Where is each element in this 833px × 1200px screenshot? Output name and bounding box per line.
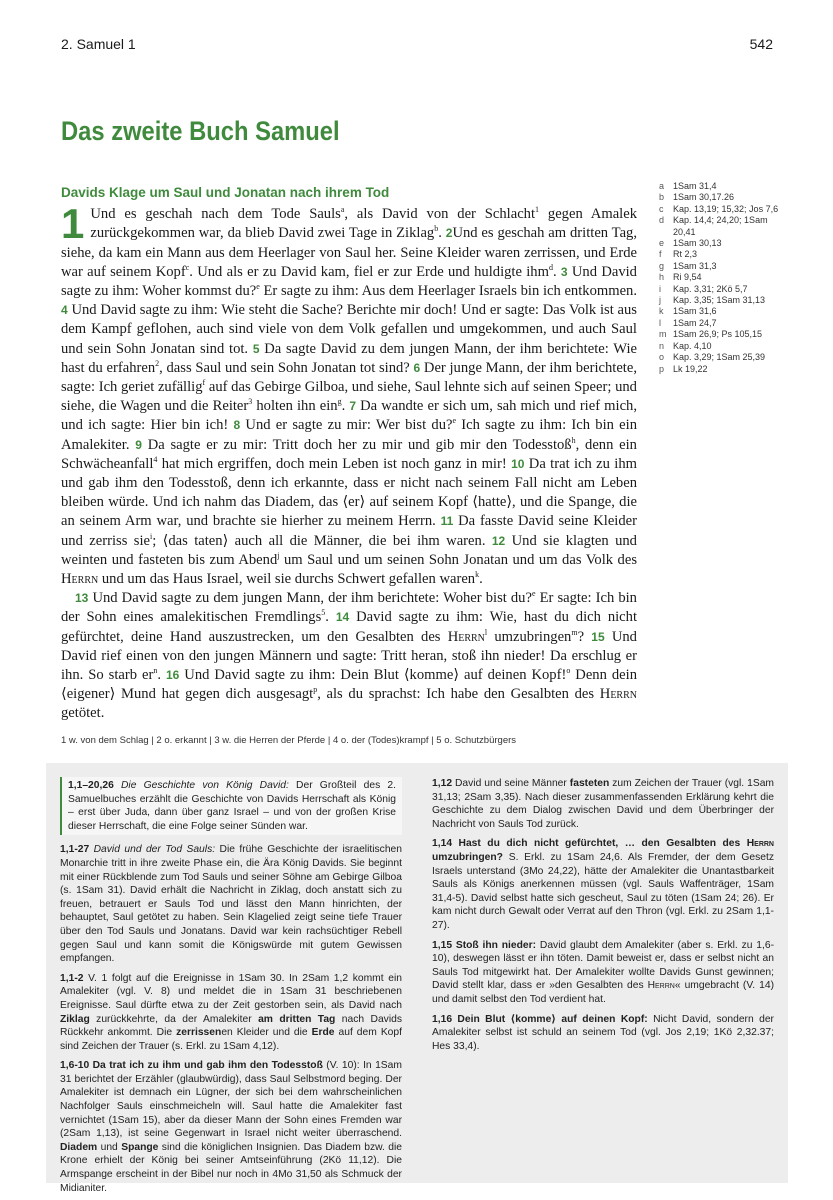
verse-number: 3 bbox=[560, 264, 568, 279]
cross-reference-letter: g bbox=[659, 260, 665, 271]
commentary-entry: 1,14 Hast du dich nicht gefürchtet, … den Gesalbten des Herrn umzubringen? S. Erkl. zu 1Sam 24,6. Als Fremder, der dem Gesetz Israels unterstand (3Mo 24,22), hätte der Amalekiter die Unantastbarkeit Sauls als Königs anerkennen müssen (vgl. Sauls Waffenträger, 1Sam 31,4-5). David selbst hatte sich gescheut, Saul zu töten (1Sam 24; 26). Er kam nicht durch Gewalt oder Verrat auf den Thron (vgl. Erkl. zu 2Sam 1,1-27). bbox=[432, 838, 774, 931]
cross-reference-text: Kap. 13,19; 15,32; Jos 7,6 bbox=[673, 203, 779, 214]
cross-reference-item bbox=[659, 352, 789, 363]
cross-reference-letter: m bbox=[659, 329, 667, 340]
commentary-entry: 1,1-27 David und der Tod Sauls: Die frühe Geschichte der israelitischen Monarchie tritt in ihre zweite Phase ein, die Ära König Davids. Sie beginnt mit einer Rückblende zum Tod Sauls und seiner Söhne am Gebirge Gilboa (s. 1Sam 31). David erhält die Nachricht in Ziklag, doch anstatt sich zu freuen, betrauert er Sauls Tod und lässt den Mann hinrichten, der behauptet, Saul getötet zu haben. Sein Klagelied zeigt seine tiefe Trauer über den Tod Sauls und Jonatans. David war kein rachsüchtiger Rebell gegen Saul und kann somit die Königswürde mit gutem Gewissen empfangen. bbox=[60, 844, 402, 965]
cross-reference-item bbox=[659, 306, 789, 317]
cross-reference-item bbox=[659, 272, 789, 283]
verse-number: 9 bbox=[135, 437, 142, 452]
cross-reference-item bbox=[659, 261, 789, 272]
commentary-ref: 1,1–20,26 bbox=[68, 780, 114, 791]
commentary-column-left bbox=[60, 777, 402, 1194]
cross-reference-text: Rt 2,3 bbox=[673, 249, 698, 260]
commentary-entry: 1,1-2 V. 1 folgt auf die Ereignisse in 1Sam 30. In 2Sam 1,2 kommt ein Amalekiter (vgl. V. 8) und meldet die in 1Sam 31 beschriebenen Ereignisse. Saul dürfte etwa zu der Zeit gestorben sein, als David nach Ziklag zurückkehrte, da der Amalekiter am dritten Tag nach Davids Rückkehr ankommt. Die zerrissenen Kleider und die Erde auf dem Kopf sind Zeichen der Trauer (s. Erkl. zu 1Sam 4,12). bbox=[60, 972, 402, 1052]
cross-reference-list bbox=[659, 181, 789, 375]
cross-reference-item bbox=[659, 341, 789, 352]
cross-reference-letter: f bbox=[659, 249, 662, 260]
cross-reference-text: Lk 19,22 bbox=[673, 363, 708, 374]
cross-reference-letter: b bbox=[659, 192, 665, 203]
verse-number: 2 bbox=[445, 226, 453, 241]
cross-reference-letter: o bbox=[659, 352, 665, 363]
verse-number: 8 bbox=[233, 418, 241, 433]
cross-reference-text: Kap. 3,31; 2Kö 5,7 bbox=[673, 283, 748, 294]
book-title: Das zweite Buch Samuel bbox=[61, 116, 340, 146]
cross-reference-item bbox=[659, 204, 789, 215]
verse-number: 5 bbox=[252, 341, 260, 356]
cross-reference-item bbox=[659, 192, 789, 203]
commentary-box bbox=[46, 763, 788, 1194]
cross-reference-item bbox=[659, 329, 789, 340]
cross-reference-text: 1Sam 31,3 bbox=[673, 260, 717, 271]
page-number: 542 bbox=[749, 36, 773, 52]
section-heading: Davids Klage um Saul und Jonatan nach ihrem Tod bbox=[61, 185, 390, 200]
commentary-column-right bbox=[432, 777, 774, 1183]
cross-reference-letter: j bbox=[659, 295, 661, 306]
cross-reference-letter: h bbox=[659, 272, 665, 283]
commentary-entry: 1,12 David und seine Männer fasteten zum Zeichen der Trauer (vgl. 1Sam 31,13; 2Sam 3,35). Nach dieser zusammenfassenden Erklärung kehrt die Geschichte zu dem Dialog zwischen David und dem Überbringer der Nachricht von Sauls Tod zurück. bbox=[432, 778, 775, 830]
cross-reference-text: Ri 9,54 bbox=[673, 272, 702, 283]
verse-number: 15 bbox=[591, 629, 605, 644]
cross-reference-item bbox=[659, 364, 789, 375]
cross-reference-letter: c bbox=[659, 203, 664, 214]
cross-reference-letter: i bbox=[659, 283, 661, 294]
verse-number: 12 bbox=[491, 533, 506, 548]
cross-reference-item bbox=[659, 238, 789, 249]
commentary-entry: 1,15 Stoß ihn nieder: David glaubt dem Amalekiter (aber s. Erkl. zu 1,6-10), deswegen lässt er ihn töten. Damit beweist er, dass er selbst nicht an Sauls Tod mitgewirkt hat. Der Amalekiter wollte Davids Gunst gewinnen; David stellt klar, dass er »den Gesalbten des Herrn« umgebracht (V. 14) und damit selbst den Tod verdient hat. bbox=[432, 939, 774, 1005]
chapter-number: 1 bbox=[61, 200, 85, 248]
cross-reference-text: Kap. 3,35; 1Sam 31,13 bbox=[673, 295, 766, 306]
verse-number: 14 bbox=[335, 610, 350, 625]
cross-reference-text: Kap. 3,29; 1Sam 25,39 bbox=[673, 352, 766, 363]
cross-reference-letter: p bbox=[659, 363, 665, 374]
commentary-intro: 1,1–20,26 Die Geschichte von König David: Der Großteil des 2. Samuelbuches erzählt die Geschichte von Davids Herrschaft als König – erst über Juda, dann über ganz Israel – und von der großen Krise dieser Herrschaft, die eine Folge seiner Sünden war. bbox=[60, 777, 402, 835]
cross-reference-text: 1Sam 31,4 bbox=[673, 181, 717, 191]
cross-reference-letter: a bbox=[659, 181, 665, 191]
verse-number: 10 bbox=[511, 456, 525, 471]
cross-reference-item bbox=[659, 284, 789, 295]
cross-reference-letter: e bbox=[659, 238, 665, 249]
verse-number: 4 bbox=[61, 303, 68, 318]
commentary-entry: 1,6-10 Da trat ich zu ihm und gab ihm den Todesstoß (V. 10): In 1Sam 31 berichtet der Erzähler (glaubwürdig), dass Saul Selbstmord beging. Der Amalekiter ist demnach ein Lügner, der sich bei dem wahrscheinlichen Nachfolger Sauls einschmeicheln will. Saul hatte die Amalekiter fast vernichtet (1Sam 15), aber da dieser Mann der Sohn eines Fremden war (2Sam 1,13), ist seine Gegenwart in Israel nicht weiter überraschend. Diadem und Spange sind die königlichen Insignien. Das Diadem bzw. die Krone erhielt der König bei seiner Amtseinführung (2Kö 11,12). Die Armspange erscheint in der Bibel nur noch in 4Mo 31,50 als Schmuck der Midianiter. bbox=[60, 1060, 402, 1194]
verse-number: 13 bbox=[75, 591, 89, 606]
cross-reference-item bbox=[659, 181, 789, 192]
cross-reference-item bbox=[659, 318, 789, 329]
cross-reference-text: Kap. 4,10 bbox=[673, 340, 712, 351]
verse-number: 16 bbox=[165, 668, 180, 683]
cross-reference-letter: n bbox=[659, 340, 665, 351]
cross-reference-item bbox=[659, 215, 789, 238]
cross-reference-item bbox=[659, 295, 789, 306]
cross-reference-letter: d bbox=[659, 215, 665, 226]
paragraph-2: 13 Und David sagte zu dem jungen Mann, der ihm berichtete: Woher bist du?$^e$ Er sagte: Ich bin der Sohn eines amalekitischen Fremdlings$^5$. 14 David sagte zu ihm: Wie, hast du dich nicht gefürchtet, deine Hand auszustrecken, um den Gesalbten des Herrn$^l$ umzubringen$^m$? 15 Und David rief einen von den jungen Männern und sagte: Tritt heran, stoß ihn nieder! Da erschlug er ihn. So starb $er^n$. 16 Und David sagte zu ihm: Dein Blut ⟨komme⟩ auf deinen Kopf!$^o$ Denn dein ⟨eigener⟩ Mund hat gegen dich ausgesagt$^p$, als du sprachst: Ich habe den Gesalbten des Herrn getötet. bbox=[61, 589, 637, 722]
cross-reference-text: 1Sam 30,13 bbox=[673, 238, 722, 249]
cross-reference-text: 1Sam 31,6 bbox=[673, 306, 717, 317]
cross-reference-text: 1Sam 30,17.26 bbox=[673, 192, 735, 203]
cross-reference-text: 1Sam 26,9; Ps 105,15 bbox=[673, 329, 763, 340]
paragraph-1: 1 Und es geschah nach dem Tode Sauls$^a$, als David von der Schlacht$^1$ gegen Amalek zurückgekommen war, da blieb David zwei Tage in Ziklag$^b$. 2Und es geschah am dritten Tag, siehe, da kam ein Mann aus dem Heerlager von Saul her. Seine Kleider waren zerrissen, und Erde war auf seinem Kopf$^c$. Und als er zu David kam, fiel er zur Erde und huldigte ihm$^d$. 3 Und David sagte zu ihm: Woher kommst du?$^e$ Er sagte zu ihm: Aus dem Heerlager Israels bin ich entkommen. 4 Und David sagte zu ihm: Wie steht die Sache? Berichte mir doch! Und er sagte: Das Volk ist aus dem Kampf geflohen, auch sind viele von dem Volk gefallen und umgekommen, und auch Saul und sein Sohn Jonatan sind tot. 5 Da sagte David zu dem jungen Mann, der ihm berichtete: Wie hast du erfahren$^2$, dass Saul und sein Sohn Jonatan tot sind? 6 Der junge Mann, der ihm berichtete, sagte: Ich geriet zufällig$^f$ auf das Gebirge Gilboa, und siehe, Saul lehnte sich auf seinen Speer; und siehe, die Wagen und die Reiter$^3$ holten ihn ein$^g$. 7 Da wandte er sich um, sah mich und rief mich, und ich sagte: Hier bin ich! 8 Und er sagte zu mir: Wer bist du?$^e$ Ich sagte zu ihm: Ich bin ein Amalekiter. 9 Da sagte er zu mir: Tritt doch her zu mir und gib mir den Todesstoß$^h$, denn ein Schwächeanfall$^4$ hat mich ergriffen, doch mein Leben ist noch ganz in mir! 10 Da trat ich zu ihm und gab ihm den Todesstoß, denn ich erkannte, dass er nicht nach seinem Fall nicht am Leben bleiben würde. Und ich nahm das Diadem, das ⟨er⟩ auf seinem Kopf ⟨hatte⟩, und die Spange, die an seinem Arm war, und brachte sie hierher zu meinem Herrn. 11 Da fasste David seine Kleider und zerriss sie$^i$; ⟨das taten⟩ auch all die Männer, die bei ihm waren. 12 Und sie klagten und weinten und fasteten bis zum Abend$^j$ um Saul und um seinen Sohn Jonatan und um das Volk des Herrn und um das Haus Israel, weil sie durchs Schwert gefallen waren$^k$. bbox=[61, 200, 638, 588]
verse-number: 11 bbox=[440, 514, 454, 529]
verse-number: 6 bbox=[413, 360, 421, 375]
bible-text bbox=[61, 183, 637, 724]
cross-reference-item bbox=[659, 249, 789, 260]
commentary-entry: 1,16 Dein Blut ⟨komme⟩ auf deinen Kopf: Nicht David, sondern der Amalekiter selbst ist schuld an seinem Tod (vgl. Jos 2,19; 1Kö 2,32.37; Hes 33,4). bbox=[432, 1013, 774, 1052]
footnotes: 1 w. von dem Schlag | 2 o. erkannt | 3 w. die Herren der Pferde | 4 o. der (Todes)krampf | 5 o. Schutzbürgers bbox=[61, 735, 517, 746]
cross-reference-letter: k bbox=[659, 306, 664, 317]
cross-reference-text: Kap. 14,4; 24,20; 1Sam 20,41 bbox=[673, 215, 768, 237]
running-header-book: 2. Samuel 1 bbox=[61, 36, 136, 52]
cross-reference-text: 1Sam 24,7 bbox=[673, 317, 717, 328]
verse-number: 7 bbox=[349, 399, 357, 414]
cross-reference-letter: l bbox=[659, 317, 661, 328]
